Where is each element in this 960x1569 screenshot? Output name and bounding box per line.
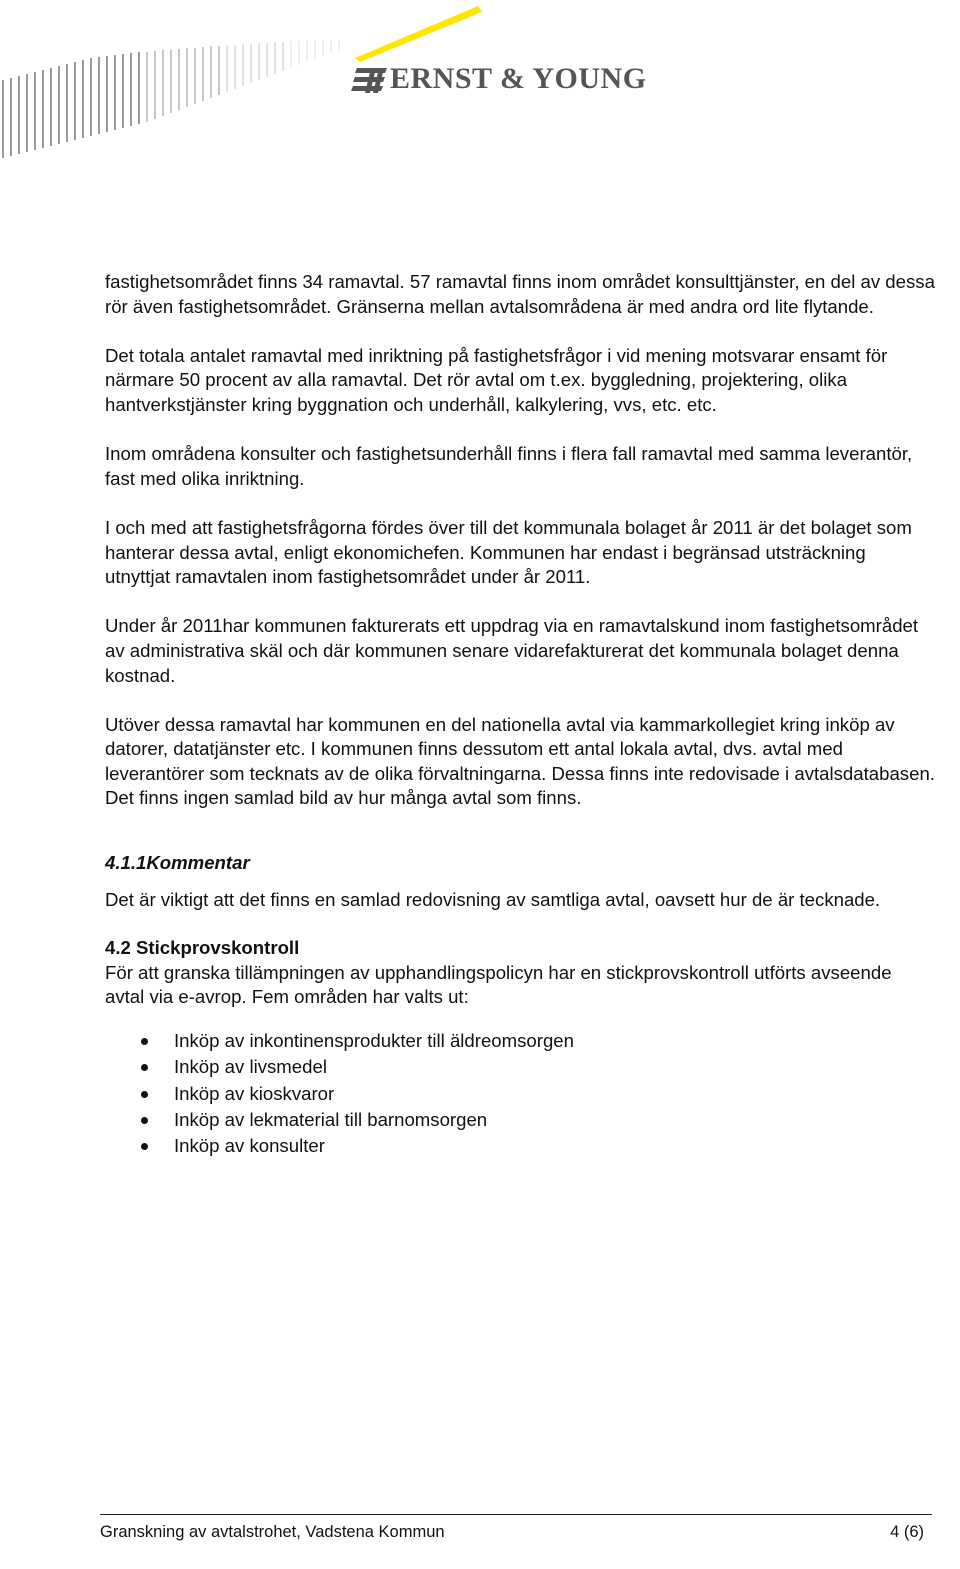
list-item: Inköp av lekmaterial till barnomsorgen: [105, 1107, 935, 1133]
body-paragraph-5: Under år 2011har kommunen fakturerats ett uppdrag via en ramavtalskund inom fastighetsområdet av administrativa skäl och där kommunen senare vidarefakturerat det kommunala bolaget denna kostnad.: [105, 615, 919, 686]
page-number: 4 (6): [890, 1523, 924, 1541]
ey-logo-text: ERNST & YOUNG: [390, 62, 647, 95]
document-body: [105, 270, 935, 1160]
body-paragraph-1: fastighetsområdet finns 34 ramavtal. 57 ramavtal finns inom området konsulttjänster, en del av dessa rör även fastighetsområdet. Gränserna mellan avtalsområdena är med andra ord lite flytande.: [105, 271, 935, 317]
body-paragraph-4: I och med att fastighetsfrågorna fördes över till det kommunala bolaget år 2011 är det bolaget som hanterar dessa avtal, enligt ekonomichefen. Kommunen har endast i begränsad utsträckning utnyttjat ramavtalen inom fastighetsområdet under år 2011.: [105, 516, 912, 588]
bullet-list: [105, 1028, 935, 1159]
stickprov-paragraph: För att granska tillämpningen av upphandlingspolicyn har en stickprovskontroll utförts avseende avtal via e-avrop. Fem områden har valts ut:: [105, 961, 892, 1008]
footer-title: Granskning av avtalstrohet, Vadstena Kommun: [100, 1523, 445, 1541]
body-paragraph-2: Det totala antalet ramavtal med inriktning på fastighetsfrågor i vid mening motsvarar ensamt för närmare 50 procent av alla ramavtal. Det rör avtal om t.ex. byggledning, projektering, olika hantverkstjänster kring byggnation och underhåll, kalkylering, vvs, etc. etc.: [105, 344, 888, 415]
body-paragraph-6: Utöver dessa ramavtal har kommunen en del nationella avtal via kammarkollegiet kring inköp av datorer, datatjänster etc. I kommunen finns dessutom ett antal lokala avtal, dvs. avtal med leverantörer som tecknats av de olika förvaltningarna. Dessa finns inte redovisade i avtalsdatabasen. Det finns ingen samlad bild av hur många avtal som finns.: [105, 713, 935, 809]
ey-logo-icon: [351, 68, 387, 93]
section-heading-kommentar: 4.1.1Kommentar: [105, 852, 250, 874]
list-item: Inköp av livsmedel: [105, 1054, 935, 1080]
section-heading-stickprovskontroll: 4.2 Stickprovskontroll: [105, 937, 300, 959]
page-footer: [100, 1514, 932, 1542]
header-logo-area: [0, 0, 960, 165]
body-paragraph-3: Inom områdena konsulter och fastighetsunderhåll finns i flera fall ramavtal med samma leverantör, fast med olika inriktning.: [105, 443, 913, 489]
list-item: Inköp av inkontinensprodukter till äldreomsorgen: [105, 1028, 935, 1054]
kommentar-paragraph: Det är viktigt att det finns en samlad redovisning av samtliga avtal, oavsett hur de är tecknade.: [105, 888, 881, 910]
list-item: Inköp av kioskvaror: [105, 1081, 935, 1107]
list-item: Inköp av konsulter: [105, 1133, 935, 1159]
